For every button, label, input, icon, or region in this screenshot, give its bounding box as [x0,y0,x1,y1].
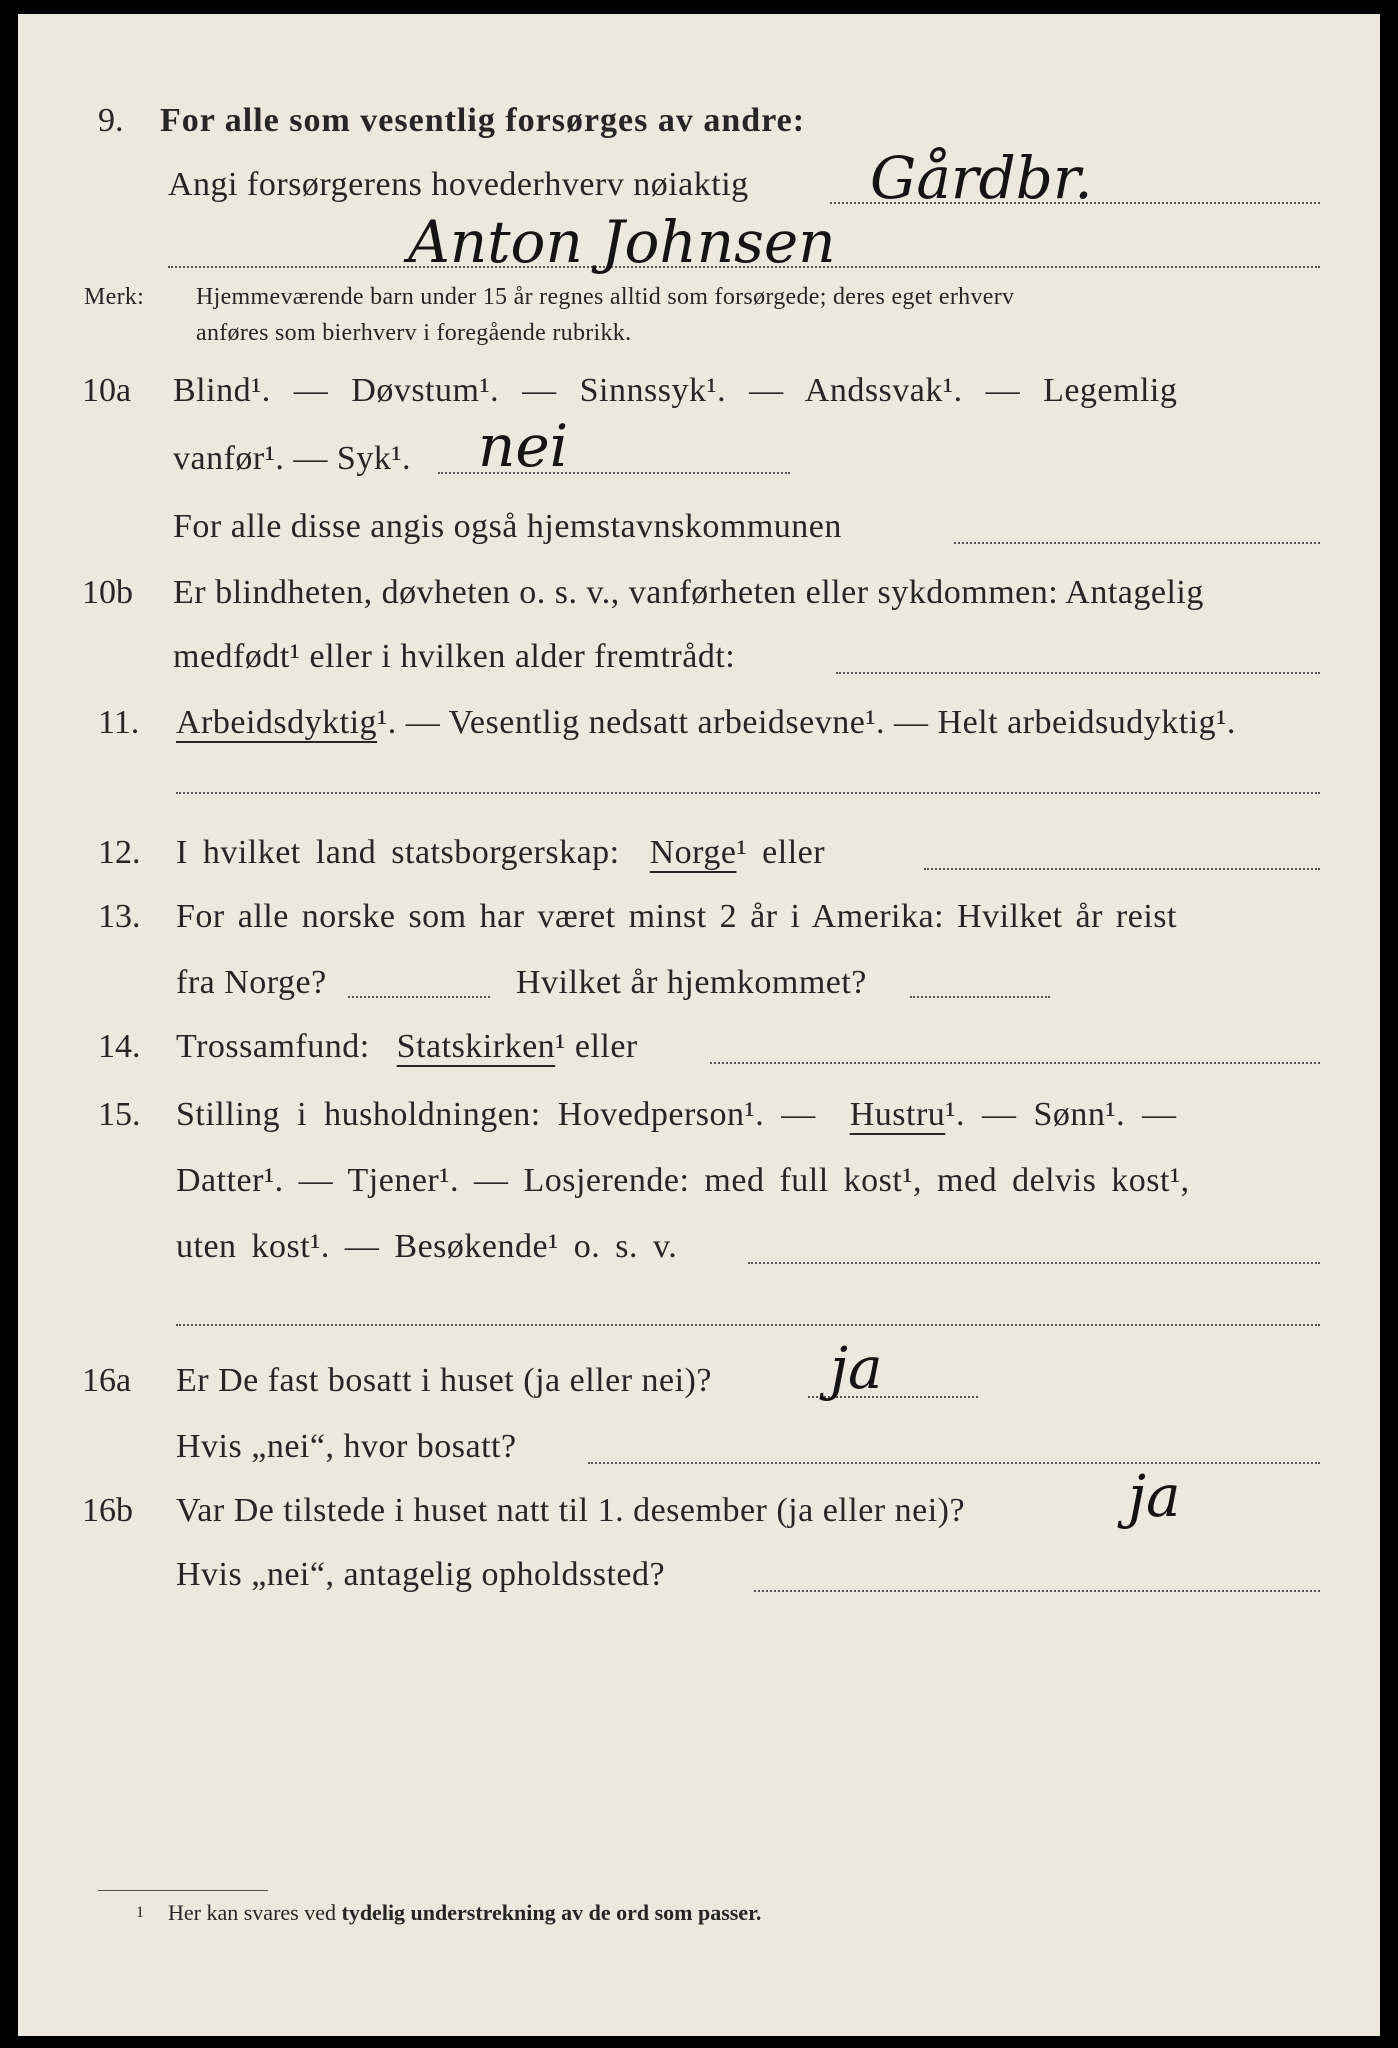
q10a-number: 10a [82,372,132,409]
census-form-page [18,14,1380,2036]
q9-heading: For alle som vesentlig forsørges av andre: [160,102,806,139]
q13-hjemkommet-line [910,996,1050,998]
q9-handwritten-name: Anton Johnsen [408,208,836,276]
merk-line-1: Hjemmeværende barn under 15 år regnes alltid som forsørgede; deres eget erhverv [196,284,1015,310]
q10a-line-1: Blind¹. — Døvstum¹. — Sinnssyk¹. — Andssvak¹. — Legemlig [173,372,1178,409]
q16a-line-2: Hvis „nei“, hvor bosatt? [176,1428,517,1465]
q13-reist-line [348,996,490,998]
q15-prompt: Stilling i husholdningen: Hovedperson¹. — [176,1096,816,1133]
q10b-line-2: medfødt¹ eller i hvilken alder fremtrådt: [173,638,736,675]
q9-handwritten-occupation: Gårdbr. [870,144,1093,212]
q16a-line-1: Er De fast bosatt i huset (ja eller nei)? [176,1362,712,1399]
q14-post: ¹ eller [555,1028,638,1065]
q16b-line-2: Hvis „nei“, antagelig opholdssted? [176,1556,666,1593]
q14-line [176,1028,638,1066]
q11-option-arbeidsdyktig: Arbeidsdyktig [176,704,378,741]
q16b-opholdssted-line [754,1590,1320,1592]
q10a-kommune-line [954,542,1320,544]
footnote-mark: 1 [136,1904,144,1921]
q10b-number: 10b [82,574,133,611]
q11-number: 11. [98,704,140,741]
q16b-line-1: Var De tilstede i huset natt til 1. desember (ja eller nei)? [176,1492,966,1529]
q15-number: 15. [98,1096,141,1133]
q11-rest: ¹. — Vesentlig nedsatt arbeidsevne¹. — Helt arbeidsudyktig¹. [377,704,1236,741]
q15-extra-line [176,1324,1320,1326]
q14-option-statskirken: Statskirken [396,1028,556,1065]
footnote-rule [98,1890,268,1891]
q12-line [176,834,825,872]
q14-prompt: Trossamfund: [176,1028,370,1065]
q16a-bosatt-line [588,1462,1320,1464]
q12-option-norge: Norge [649,834,737,871]
q11-line [176,704,1236,742]
q16a-number: 16a [82,1362,132,1399]
q16b-handwritten-answer: ja [1128,1462,1181,1530]
footnote-text [168,1900,761,1926]
q12-prompt: I hvilket land statsborgerskap: [176,834,620,871]
merk-line-2: anføres som bierhverv i foregående rubrikk. [196,320,632,346]
q11-answer-line [176,792,1320,794]
q10a-line-3: For alle disse angis også hjemstavnskommunen [173,508,842,545]
q15-post: ¹. — Sønn¹. — [945,1096,1177,1133]
q14-answer-line [710,1062,1320,1064]
q15-line-2: Datter¹. — Tjener¹. — Losjerende: med full kost¹, med delvis kost¹, [176,1162,1190,1199]
q9-number: 9. [98,102,124,139]
q16b-number: 16b [82,1492,133,1529]
q14-number: 14. [98,1028,141,1065]
q9-prompt: Angi forsørgerens hovederhverv nøiaktig [168,166,749,203]
q12-post: ¹ eller [736,834,826,871]
q13-line-2a: fra Norge? [176,964,327,1001]
q13-line-2b: Hvilket år hjemkommet? [516,964,867,1001]
merk-label: Merk: [84,284,145,310]
q13-line-1: For alle norske som har været minst 2 år i Amerika: Hvilket år reist [176,898,1177,935]
q10b-line-1: Er blindheten, døvheten o. s. v., vanførheten eller sykdommen: Antagelig [173,574,1204,611]
q12-answer-line [924,868,1320,870]
q15-option-hustru: Hustru [849,1096,946,1133]
q10a-line-2: vanfør¹. — Syk¹. [173,440,412,477]
q15-line-3: uten kost¹. — Besøkende¹ o. s. v. [176,1228,678,1265]
q10b-answer-line [836,672,1320,674]
footnote-text-bold: tydelig understrekning av de ord som passer. [341,1900,762,1925]
footnote-text-pre: Her kan svares ved [168,1900,336,1925]
q15-line-1 [176,1096,1177,1134]
q13-number: 13. [98,898,141,935]
q15-answer-line [748,1262,1320,1264]
q10a-handwritten-answer: nei [478,412,569,480]
q16a-handwritten-answer: ja [830,1334,883,1402]
q12-number: 12. [98,834,141,871]
